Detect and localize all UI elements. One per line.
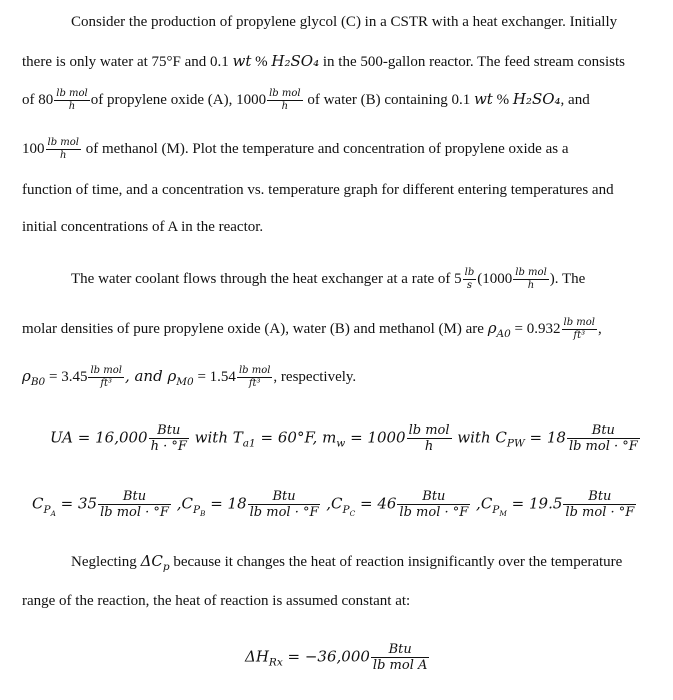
p1-line-4: 100 $\frac{\text{lb mol}}{h}$ of methanol (M). Plot the temperature and concentration of propylene oxide as a bbox=[22, 137, 569, 161]
p2-line-3: $\rho_{B0} = 3.45$ $\frac{\text{lb mol}}{\text{ft³}}$ , and $\rho_{M0} = 1.54$ $\frac{\text{lb mol}}{\text{ft³}}$ , respectively. bbox=[22, 365, 357, 389]
equation-heat-capacities: $C_{P_A} = 35$ $\frac{\text{Btu}}{\text{lb mol · °F}}$ $,C_{P_B} = 18$ $\frac{\text{Btu}}{\text{lb mol · °F}}$ $,C_{P_C} = 46$ $\frac{\text{Btu}}{\text{lb mol · °F}}$ $,C_{P_M} = 19.5$ $\frac{\text{Btu}}{\text{lb mol · °F}}$ bbox=[32, 489, 635, 520]
p1-line-5: function of time, and a concentration vs. temperature graph for different entering temperatures and bbox=[22, 182, 614, 198]
unit-lbmol-per-ft3: $\frac{\text{lb mol}}{\text{ft³}}$ bbox=[90, 365, 122, 389]
unit-lbmol-per-h: $\frac{\text{lb mol}}{h}$ bbox=[269, 88, 301, 112]
p1-line-2: there is only water at 75°F and 0.1 wt % H₂SO₄ in the 500-gallon reactor. The feed stream consists bbox=[22, 52, 625, 70]
p1-line-3: of 80 $\frac{\text{lb mol}}{h}$ of propylene oxide (A), 1000 $\frac{\text{lb mol}}{h}$ of water (B) containing 0.1 wt % H₂SO₄, and bbox=[22, 88, 590, 112]
unit-lbmol-per-ft3: $\frac{\text{lb mol}}{\text{ft³}}$ bbox=[563, 317, 595, 341]
p1-line-6: initial concentrations of A in the reactor. bbox=[22, 219, 264, 235]
p1-line-1: Consider the production of propylene glycol (C) in a CSTR with a heat exchanger. Initially bbox=[71, 14, 618, 30]
unit-lbmol-per-ft3: $\frac{\text{lb mol}}{\text{ft³}}$ bbox=[238, 365, 271, 389]
p2-line-2: molar densities of pure propylene oxide (A), water (B) and methanol (M) are $\rho_{A0} = 0.932$ $\frac{\text{lb mol}}{\text{ft³}}$ , bbox=[22, 317, 602, 341]
unit-lbmol-per-h: $\frac{\text{lb mol}}{h}$ bbox=[515, 267, 547, 291]
unit-lb-per-s: $\frac{lb}{s}$ bbox=[464, 267, 475, 291]
unit-lbmol-per-h: $\frac{\text{lb mol}}{h}$ bbox=[47, 137, 79, 161]
p2-line-1: The water coolant flows through the heat exchanger at a rate of 5 $\frac{lb}{s}$ (1000 $\frac{\text{lb mol}}{h}$ ). The bbox=[71, 267, 586, 291]
p3-line-2: range of the reaction, the heat of reaction is assumed constant at: bbox=[22, 593, 411, 609]
unit-lbmol-per-h: $\frac{\text{lb mol}}{h}$ bbox=[56, 88, 88, 112]
equation-ua: UA = 16,000 $\frac{\text{Btu}}{h \cdot ^\circ F}$ with $T_{a1} = 60^\circ F$, $m_w = 1000$ $\frac{\text{lb mol}}{h}$ with $C_{PW} = 18$ $\frac{\text{Btu}}{\text{lb mol · °F}}$ bbox=[50, 423, 638, 454]
p3-line-1: Neglecting $\Delta C_p$ because it changes the heat of reaction insignificantly over the temperature bbox=[71, 552, 623, 573]
equation-heat-of-reaction: $\Delta H_{Rx} = -36,000$ $\frac{\text{Btu}}{\text{lb mol A}}$ bbox=[245, 642, 428, 673]
